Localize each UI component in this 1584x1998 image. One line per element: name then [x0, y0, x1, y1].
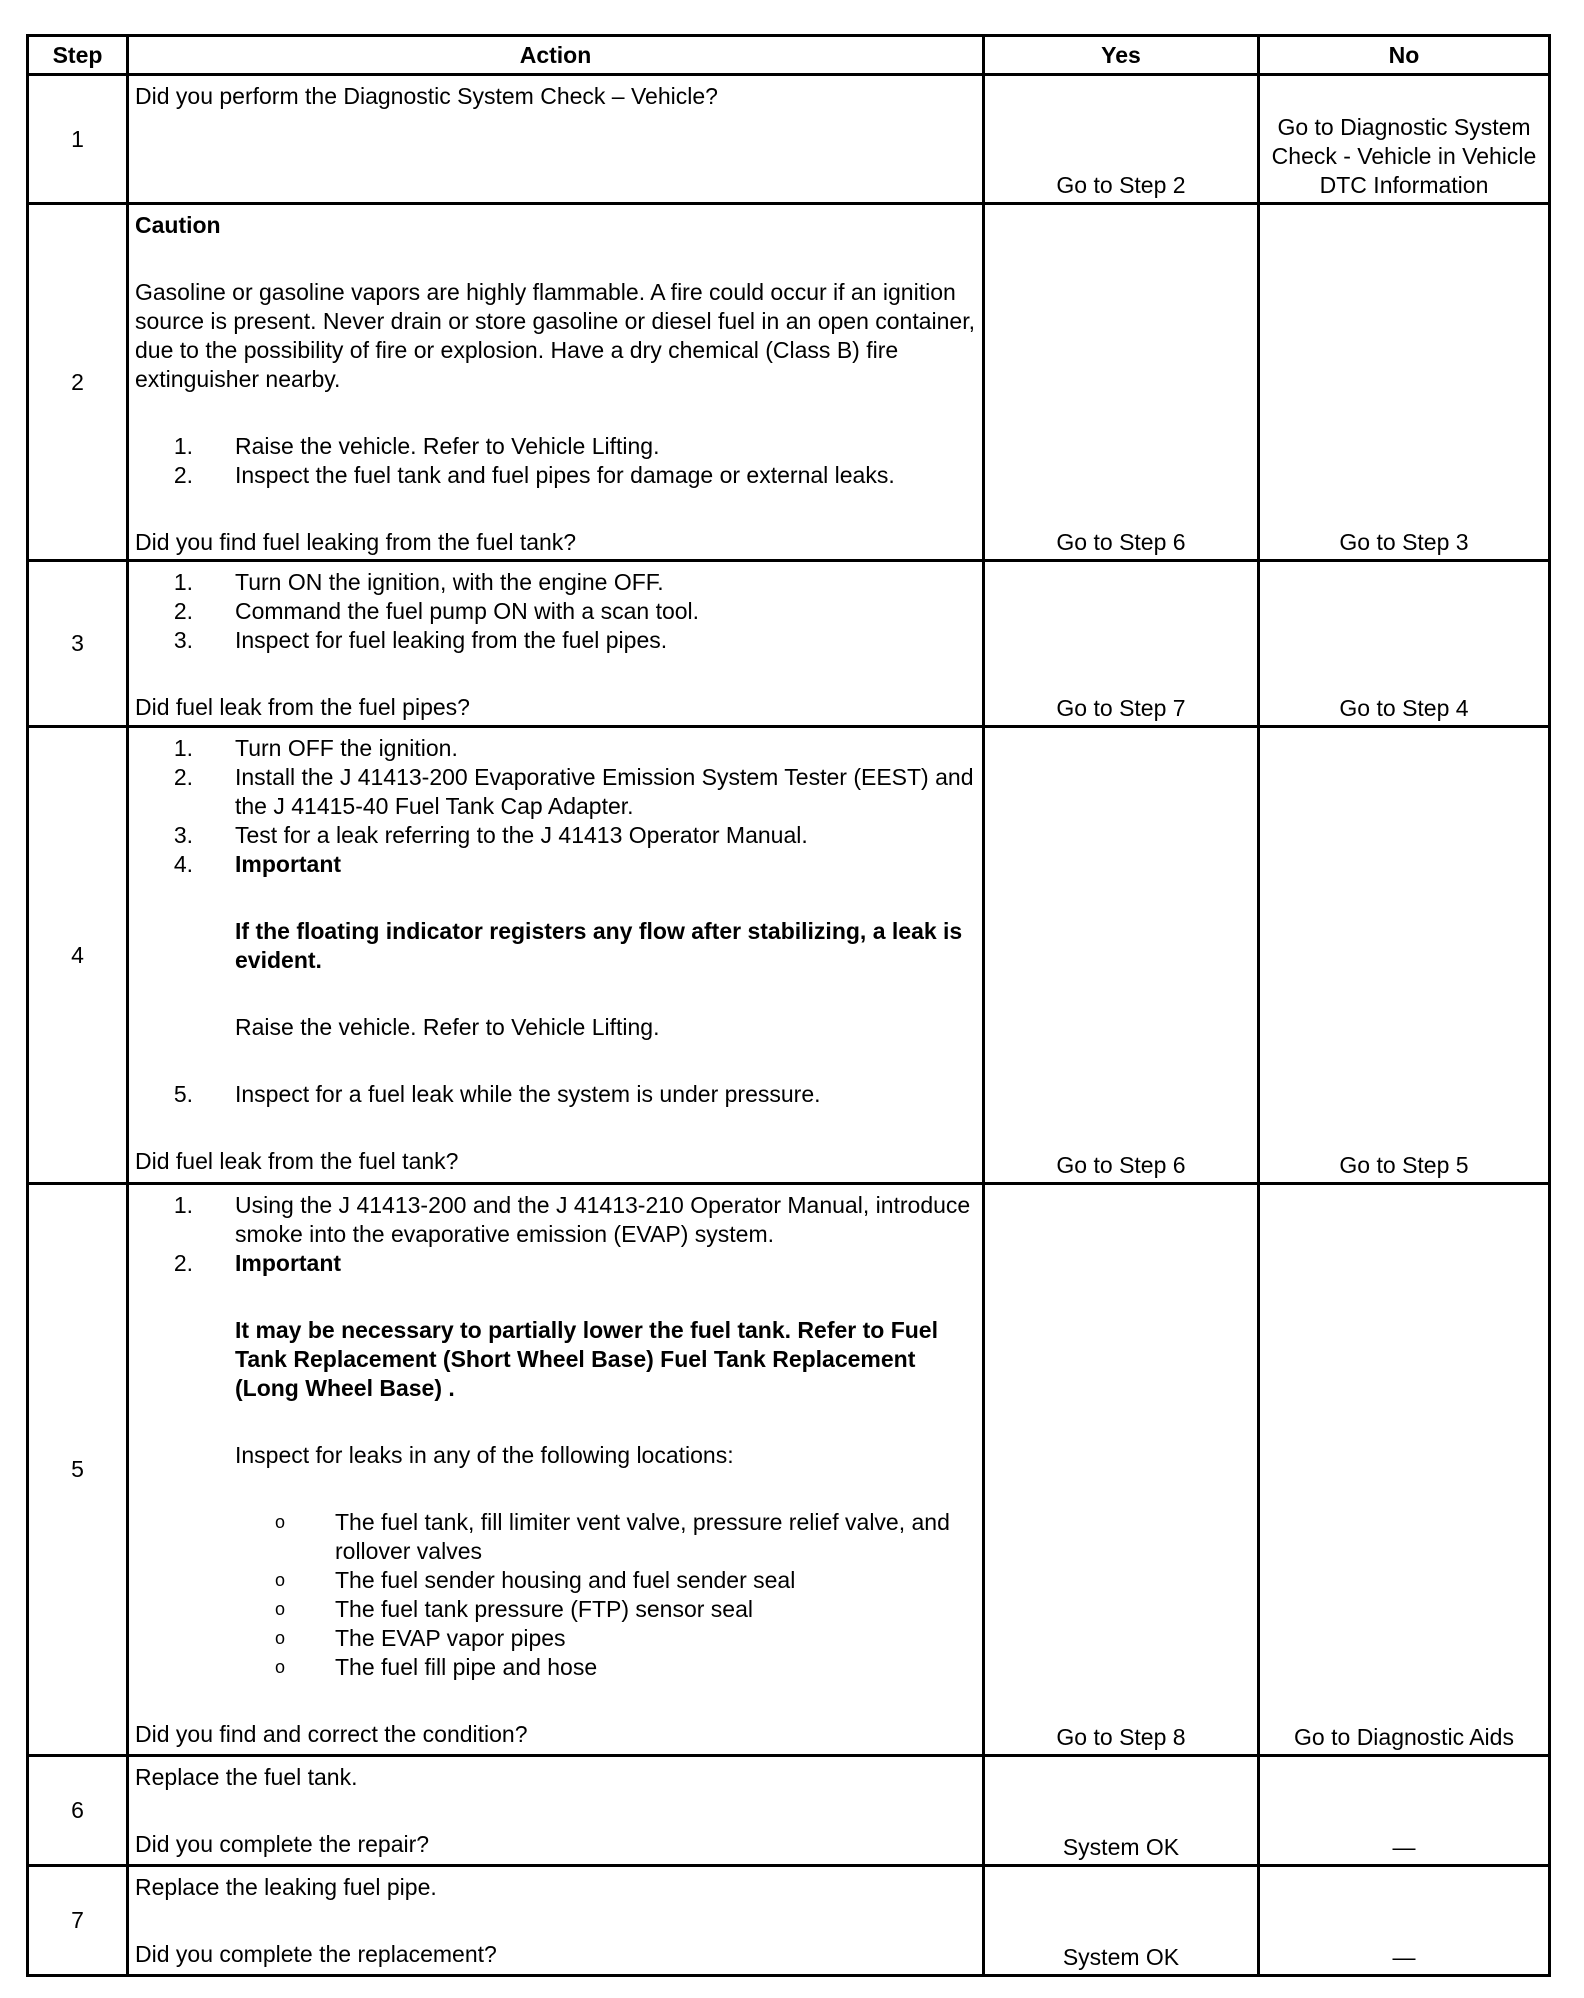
table-row-step-4: [28, 727, 1550, 1184]
question: Did fuel leak from the fuel pipes?: [135, 694, 470, 720]
yes-cell: Go to Step 6: [984, 204, 1259, 561]
no-cell: Go to Diagnostic Aids: [1259, 1184, 1550, 1756]
list-item: 2. Install the J 41413-200 Evaporative Emission System Tester (EEST) and the J 41415-40 Fuel Tank Cap Adapter.: [173, 764, 974, 819]
list-item: o The fuel fill pipe and hose: [275, 1654, 598, 1680]
no-cell: Go to Step 4: [1259, 561, 1550, 727]
no-cell: Go to Diagnostic System Check - Vehicle in Vehicle DTC Information: [1259, 75, 1550, 204]
important-text: If the floating indicator registers any flow after stabilizing, a leak is evident.: [235, 918, 963, 973]
list-item: 1. Raise the vehicle. Refer to Vehicle Lifting.: [173, 433, 660, 459]
list-item: o The fuel sender housing and fuel sender seal: [275, 1567, 796, 1593]
caution-heading: Caution: [135, 212, 221, 238]
action-text: Replace the leaking fuel pipe.: [135, 1874, 437, 1900]
after-text: Raise the vehicle. Refer to Vehicle Lifting.: [235, 1014, 660, 1040]
list-item: 4. Important: [173, 851, 342, 877]
step-number: 5: [28, 1184, 128, 1756]
list-item: 1. Turn ON the ignition, with the engine OFF.: [173, 569, 664, 595]
action-cell: [128, 1756, 984, 1866]
yes-cell: Go to Step 6: [984, 727, 1259, 1184]
list-item: 1. Turn OFF the ignition.: [173, 735, 458, 761]
list-item: o The fuel tank, fill limiter vent valve, pressure relief valve, and rollover valves: [275, 1509, 950, 1564]
step-number: 7: [28, 1866, 128, 1976]
header-row: [28, 36, 1550, 75]
yes-cell: Go to Step 8: [984, 1184, 1259, 1756]
question: Did fuel leak from the fuel tank?: [135, 1148, 459, 1174]
inspect-text: Inspect for leaks in any of the following locations:: [235, 1442, 734, 1468]
step-number: 1: [28, 75, 128, 204]
action-cell: [128, 727, 984, 1184]
step-number: 2: [28, 204, 128, 561]
yes-cell: Go to Step 7: [984, 561, 1259, 727]
action-cell: [128, 75, 984, 204]
no-cell: Go to Step 3: [1259, 204, 1550, 561]
no-cell: —: [1259, 1866, 1550, 1976]
yes-cell: Go to Step 2: [984, 75, 1259, 204]
question: Did you perform the Diagnostic System Check – Vehicle?: [135, 83, 718, 109]
list-item: 2. Important: [173, 1250, 342, 1276]
header-action: Action: [128, 36, 984, 75]
list-item: o The fuel tank pressure (FTP) sensor seal: [275, 1596, 753, 1622]
diagnostic-table: [26, 34, 1551, 1977]
list-item: 5. Inspect for a fuel leak while the system is under pressure.: [173, 1081, 821, 1107]
question: Did you find and correct the condition?: [135, 1721, 528, 1747]
action-cell: [128, 1184, 984, 1756]
question: Did you find fuel leaking from the fuel tank?: [135, 529, 577, 555]
list-item: 1. Using the J 41413-200 and the J 41413-210 Operator Manual, introduce smoke into the evaporative emission (EVAP) system.: [173, 1192, 971, 1247]
list-item: o The EVAP vapor pipes: [275, 1625, 566, 1651]
table-row-step-2: [28, 204, 1550, 561]
list-item: 2. Inspect the fuel tank and fuel pipes for damage or external leaks.: [173, 462, 895, 488]
list-item: 3. Inspect for fuel leaking from the fuel pipes.: [173, 627, 668, 653]
important-text: It may be necessary to partially lower the fuel tank. Refer to Fuel Tank Replacement (Short Wheel Base) Fuel Tank Replacement (Long Wheel Base) .: [235, 1317, 938, 1401]
yes-cell: System OK: [984, 1866, 1259, 1976]
header-yes: Yes: [984, 36, 1259, 75]
table-row-step-3: [28, 561, 1550, 727]
table-row-step-7: [28, 1866, 1550, 1976]
table-row-step-6: [28, 1756, 1550, 1866]
no-cell: —: [1259, 1756, 1550, 1866]
table-row-step-1: [28, 75, 1550, 204]
table-row-step-5: [28, 1184, 1550, 1756]
action-cell: [128, 561, 984, 727]
step-number: 4: [28, 727, 128, 1184]
action-cell: [128, 204, 984, 561]
list-item: 2. Command the fuel pump ON with a scan tool.: [173, 598, 700, 624]
yes-cell: System OK: [984, 1756, 1259, 1866]
no-cell: Go to Step 5: [1259, 727, 1550, 1184]
step-number: 3: [28, 561, 128, 727]
action-cell: [128, 1866, 984, 1976]
question: Did you complete the repair?: [135, 1831, 430, 1857]
header-step: Step: [28, 36, 128, 75]
question: Did you complete the replacement?: [135, 1941, 497, 1967]
list-item: 3. Test for a leak referring to the J 41413 Operator Manual.: [173, 822, 808, 848]
step-number: 6: [28, 1756, 128, 1866]
action-text: Replace the fuel tank.: [135, 1764, 358, 1790]
caution-text: Gasoline or gasoline vapors are highly flammable. A fire could occur if an ignition source is present. Never drain or store gasoline or diesel fuel in an open container, due to the possibility of fire or explosion. Have a dry chemical (Class B) fire extinguisher nearby.: [135, 279, 975, 392]
header-no: No: [1259, 36, 1550, 75]
